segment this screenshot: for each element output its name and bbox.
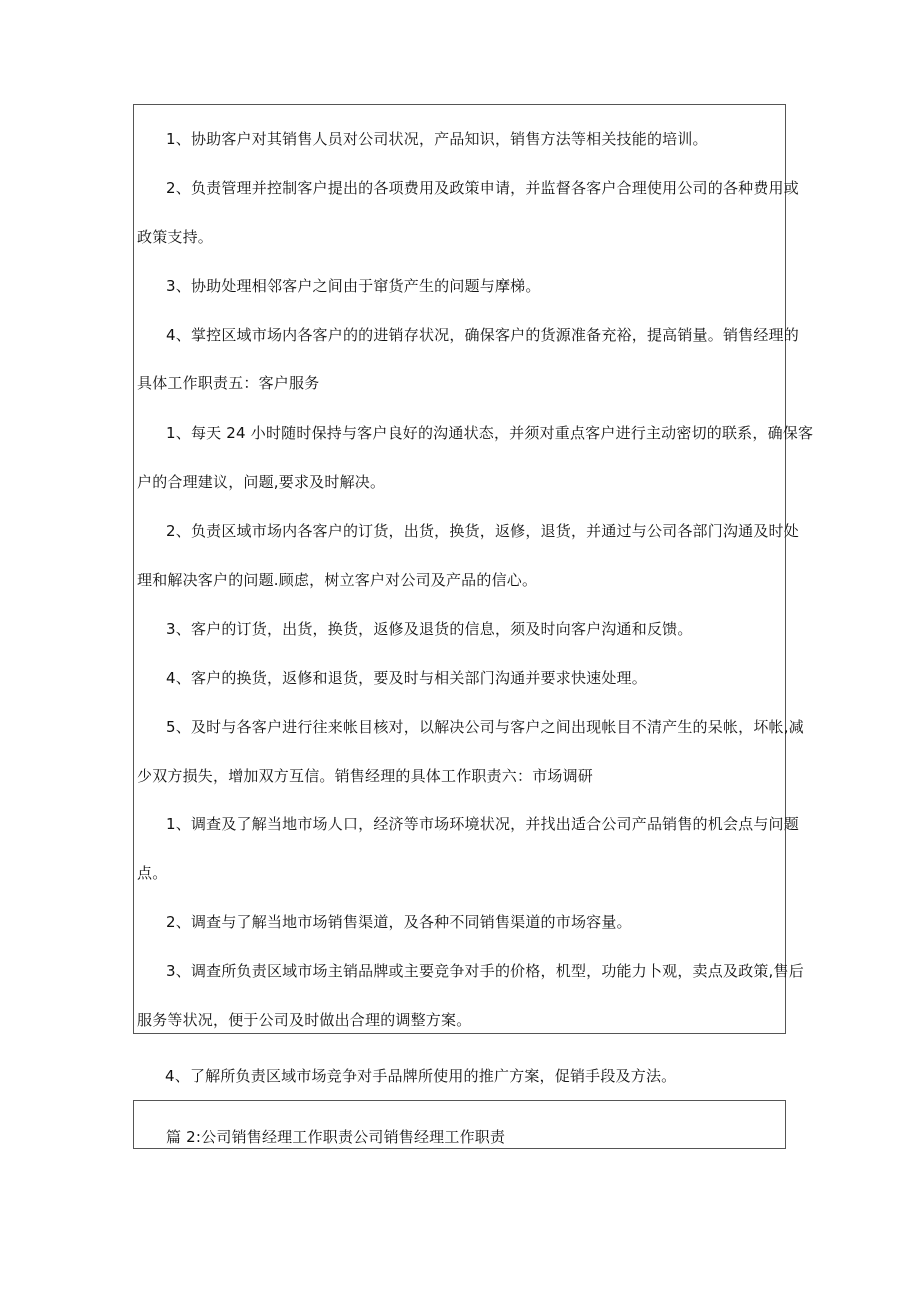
text-line: 户的合理建议，问题,要求及时解决。: [137, 473, 386, 491]
text-line: 1、协助客户对其销售人员对公司状况，产品知识，销售方法等相关技能的培训。: [166, 130, 708, 148]
text-line: 服务等状况，便于公司及时做出合理的调整方案。: [137, 1011, 472, 1029]
content-box: [133, 104, 814, 1034]
text-line: 4、掌控区域市场内各客户的的进销存状况，确保客户的货源准备充裕，提高销量。销售经理的: [166, 326, 799, 344]
text-line: 4、客户的换货，返修和退货，要及时与相关部门沟通并要求快速处理。: [166, 669, 647, 687]
text-line: 2、调查与了解当地市场销售渠道，及各种不同销售渠道的市场容量。: [166, 913, 632, 931]
text-line: 2、负责区域市场内各客户的订货，出货，换货，返修，退货，并通过与公司各部门沟通及时处: [166, 522, 799, 540]
text-line-outside: 4、了解所负责区域市场竞争对手品牌所使用的推广方案，促销手段及方法。: [165, 1067, 677, 1085]
text-line: 理和解决客户的问题.顾虑，树立客户对公司及产品的信心。: [137, 571, 538, 589]
text-line: 政策支持。: [137, 228, 214, 246]
text-line: 2、负责管理并控制客户提出的各项费用及政策申请，并监督各客户合理使用公司的各种费用或: [166, 179, 799, 197]
section-title: 篇 2:公司销售经理工作职责公司销售经理工作职责: [166, 1128, 506, 1146]
text-line: 1、每天 24 小时随时保持与客户良好的沟通状态，并须对重点客户进行主动密切的联系，确保客: [166, 424, 814, 442]
text-line: 3、协助处理相邻客户之间由于窜货产生的问题与摩梯。: [166, 277, 541, 295]
text-line: 3、客户的订货，出货，换货，返修及退货的信息，须及时向客户沟通和反馈。: [166, 620, 693, 638]
text-line: 少双方损失，增加双方互信。销售经理的具体工作职责六：市场调研: [137, 767, 594, 785]
text-line: 1、调查及了解当地市场人口，经济等市场环境状况，并找出适合公司产品销售的机会点与问题: [166, 815, 799, 833]
text-line: 3、调查所负责区域市场主销品牌或主要竞争对手的价格，机型，功能力卜观，卖点及政策,售后: [166, 962, 804, 980]
text-line: 具体工作职责五：客户服务: [137, 374, 320, 392]
text-line: 5、及时与各客户进行往来帐目核对，以解决公司与客户之间出现帐目不清产生的呆帐，坏帐,减: [166, 718, 804, 736]
text-line: 点。: [137, 864, 168, 882]
section-title-box: [133, 1100, 786, 1149]
